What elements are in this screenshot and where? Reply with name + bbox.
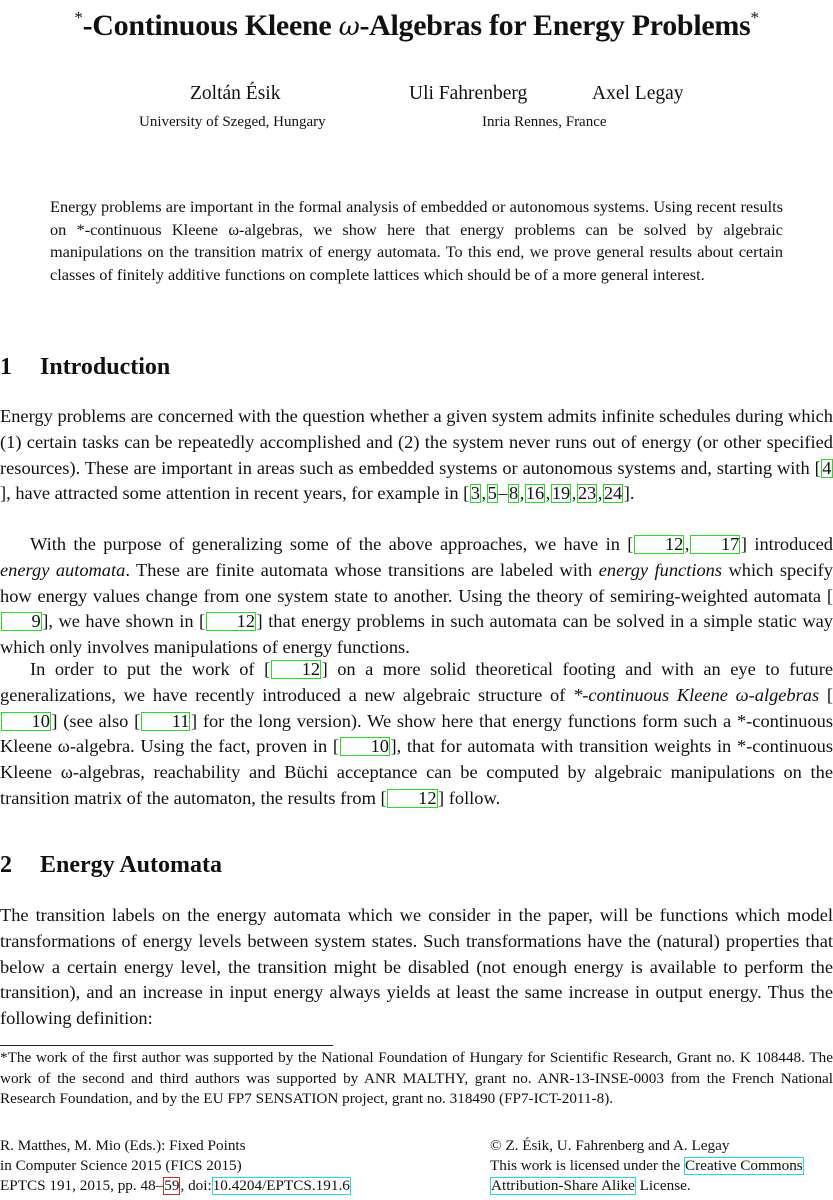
license-line: This work is licensed under the Creative Commons [490,1156,803,1174]
citation-link[interactable]: 12 [206,612,256,631]
paper-title [0,0,833,45]
citation-link[interactable]: 3 [470,483,480,504]
emphasis-term: energy automata [0,559,126,580]
intro-paragraph-2: With the purpose of generalizing some of the above approaches, we have in [ 12, 17] introduced energy automata. These are finite automata whose transitions are labeled with energy functions which specify how energy values change from one system state to another. Using the theory of semiring-weighted automata [9], we have shown in [ 12] that energy problems in such automata can be solved in a simple static way which only involves manipulations of energy functions. [0,534,833,658]
footnote: *The work of the first author was supported by the National Foundation of Hungary for Scientific Research, Grant no. K 108448. The work of the second and third authors was supported by ANR MALTHY, grant no. ANR-13-INSE-0003 from the French National Research Foundation, and by the EU FP7 SENSATION project, grant no. 318490 (FP7-ICT-2011-8). [0,1049,833,1108]
section-title: Energy Automata [40,852,222,878]
title-text-1: -Continuous Kleene [82,9,339,42]
citation-link[interactable]: 24 [603,483,623,504]
intro-paragraph-1: Energy problems are concerned with the question whether a given system admits infinite schedules during which (1) certain tasks can be repeatedly accomplished and (2) the system never runs out of energy (or other specified resources). These are important in areas such as embedded systems or autonomous systems and, starting with [4], have attracted some attention in recent years, for example in [3,5–8,16,19,23,24]. [0,406,833,504]
citation-link[interactable]: 17 [690,535,740,554]
title-footnote-mark: * [74,8,83,27]
title-text-2: -Algebras for Energy Problems [359,9,751,42]
section-title: Introduction [40,354,171,380]
citation-link[interactable]: 8 [509,483,519,504]
footer-editors: R. Matthes, M. Mio (Eds.): Fixed Points [0,1137,246,1154]
affiliation-szeged: University of Szeged, Hungary [139,114,326,130]
author-legay: Axel Legay [592,83,684,104]
citation-link[interactable]: 23 [577,483,597,504]
section-heading-introduction [0,352,170,382]
citation-link[interactable]: 12 [271,660,321,679]
emphasis-term: energy functions [598,559,722,580]
citation-link[interactable]: 16 [525,483,545,504]
copyright-notice: © Z. Ésik, U. Fahrenberg and A. Legay [490,1137,730,1154]
section-number: 1 [0,354,12,380]
abstract: Energy problems are important in the formal analysis of embedded or autonomous systems. Using recent results on *-continuous Kleene ω-algebras, we show here that energy problems can be solved by algebraic manipulations on the transition matrix of energy automata. To this end, we prove general results about certain classes of finitely additive functions on complete lattices which should be of a more general interest. [50,197,783,284]
citation-link[interactable]: 5 [487,483,497,504]
citation-link[interactable]: 19 [551,483,571,504]
section2-paragraph-1: The transition labels on the energy automata which we consider in the paper, will be functions which model transformations of energy levels between system states. Such transformations have the (natural) properties that below a certain energy level, the transition might be disabled (not enough energy is available to perform the transition), and an increase in input energy always yields at least the same increase in output energy. Thus the following definition: [0,905,833,1029]
citation-link[interactable]: 12 [634,535,684,554]
section-heading-energy-automata [0,850,222,880]
section-number: 2 [0,852,12,878]
footer-publication-info [0,1136,351,1195]
author-esik: Zoltán Ésik [190,83,281,104]
citation-link[interactable]: 11 [141,712,191,731]
footer-venue: in Computer Science 2015 (FICS 2015) [0,1156,242,1174]
doi-link[interactable]: 10.4204/EPTCS.191.6 [212,1176,350,1194]
citation-link[interactable]: 9 [1,612,42,631]
license-link[interactable]: Creative Commons [685,1156,803,1174]
title-omega: ω [338,12,360,42]
title-footnote-mark-right: * [750,8,759,27]
emphasis-term: *-continuous Kleene ω-algebras [573,684,820,705]
last-page-link[interactable]: 59 [164,1176,180,1194]
license-line-2: Attribution-Share Alike License. [491,1176,691,1194]
citation-link[interactable]: 4 [822,457,832,478]
author-fahrenberg: Uli Fahrenberg [409,83,528,104]
citation-link[interactable]: 12 [387,789,437,808]
footer-license-info [490,1136,804,1195]
citation-link[interactable]: 10 [340,737,390,756]
citation-link[interactable]: 10 [1,712,51,731]
footnote-rule [0,1045,333,1046]
footer-pages-doi: EPTCS 191, 2015, pp. 48–59, doi:10.4204/EPTCS.191.6 [0,1176,350,1194]
license-link[interactable]: Attribution-Share Alike [491,1176,635,1194]
intro-paragraph-3: In order to put the work of [ 12] on a more solid theoretical footing and with an eye to future generalizations, we have recently introduced a new algebraic structure of *-continuous Kleene ω-algebras [10] (see also [ 11] for the long version). We show here that energy functions form such a *-continuous Kleene ω-algebra. Using the fact, proven in [ 10], that for automata with transition weights in *-continuous Kleene ω-algebras, reachability and Büchi acceptance can be computed by algebraic manipulations on the transition matrix of the automaton, the results from [ 12] follow. [0,659,833,808]
affiliation-inria: Inria Rennes, France [482,114,607,130]
